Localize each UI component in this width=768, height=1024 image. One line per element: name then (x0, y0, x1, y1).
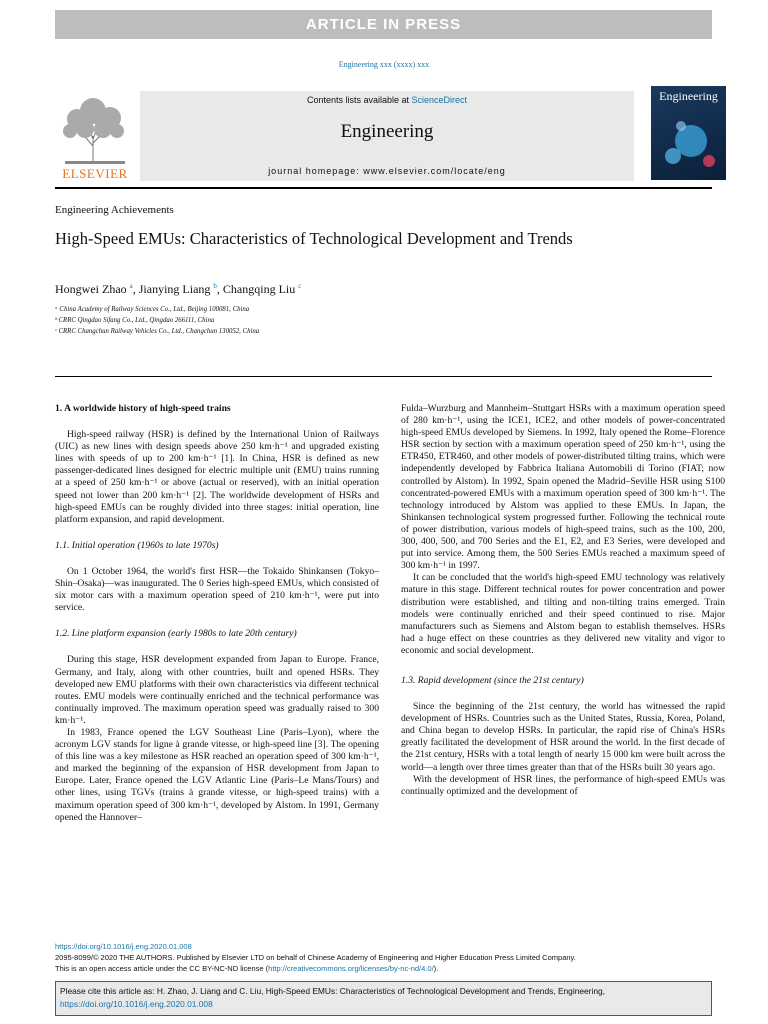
paragraph: Since the beginning of the 21st century, the world has witnessed the rapid development of HSRs. Countries such as the United States, Russia, Korea, Poland, and China began to develop HSRs. In particular, the rapid rise of China's HSRs greatly facilitated the development of HSR around the world. In the first decade of the 21st century, HSRs with a total length of nearly 15 000 km were built across the world—a length over three times greater than that of the HSRs built 30 years ago. (401, 701, 725, 773)
journal-header (140, 91, 634, 181)
journal-reference[interactable]: Engineering xxx (xxxx) xxx (338, 60, 430, 69)
contents-line (140, 95, 634, 105)
citation-box (55, 981, 712, 1016)
right-column (401, 403, 725, 798)
author-name: Hongwei Zhao (55, 282, 127, 296)
license-suffix: ). (433, 964, 439, 973)
license-line (55, 964, 438, 973)
citation-text: Please cite this article as: H. Zhao, J. Liang and C. Liu, High-Speed EMUs: Characteristics of Technological Development and Trends, Engineering, (60, 986, 605, 996)
author-name: Jianying Liang (138, 282, 211, 296)
license-prefix: This is an open access article under the CC BY-NC-ND license ( (55, 964, 269, 973)
paragraph: Fulda–Wurzburg and Mannheim–Stuttgart HSRs with a maximum operation speed of 280 km·h⁻¹, using the ICE1, ICE2, and other models of power-concentrated high-speed EMUs developed by Siemens. In 1992, Italy opened the Rome–Florence HSR section by section with a maximum operation speed of 250 km·h⁻¹, using the ETR450, ETR460, and other models of power-distributed tilting trains, which were independently developed by Fabbrica Italiana Automobili di Torino (FIAT; now controlled by Alstom). In 1992, Spain opened the Madrid–Seville HSR using S100 concentrated-powered EMUs with a maximum operation speed of 300 km·h⁻¹. The technology introduced by Alstom was applied to these EMUs. In Japan, the Shinkansen technological system progressed further. Following the technical route of power distribution, various models of high-speed trains, such as the 100, 200, 300, 400, 500, and 700 Series and the E1, E2, and E3 Series, were developed and put into service. Among them, the 500 Series EMUs reached a maximum speed of 300 km·h⁻¹ in 1997. (401, 403, 725, 572)
author-affiliation-mark[interactable]: a (129, 282, 133, 290)
subsection-heading: 1.1. Initial operation (1960s to late 1970s) (55, 539, 219, 551)
subsection-heading: 1.2. Line platform expansion (early 1980s to late 20th century) (55, 628, 297, 640)
author-name: Changqing Liu (222, 282, 296, 296)
elsevier-wordmark: ELSEVIER (62, 166, 128, 181)
paragraph: On 1 October 1964, the world's first HSR—the Tokaido Shinkansen (Tokyo–Shin–Osaka)—was inaugurated. The 0 Series high-speed EMUs, which consisted of six motor cars with a maximum operation speed of 210 km·h⁻¹, were put into service. (55, 565, 379, 614)
journal-homepage[interactable]: journal homepage: www.elsevier.com/locate/eng (268, 166, 506, 176)
doi-link[interactable]: https://doi.org/10.1016/j.eng.2020.01.008 (55, 942, 192, 951)
sciencedirect-link[interactable]: ScienceDirect (411, 95, 468, 105)
body-rule (55, 376, 712, 377)
paragraph: During this stage, HSR development expanded from Japan to Europe. France, Germany, and Italy, along with other countries, built and opened HSRs. They developed new EMU platforms with their own characteristics via different technical routes. EMU models were continually enriched and the technical performance was continually improved. The maximum operation speed was gradually raised to 300 km·h⁻¹. (55, 654, 379, 726)
copyright-line: 2095-8099/© 2020 THE AUTHORS. Published by Elsevier LTD on behalf of Chinese Academy of Engineering and Higher Education Press Limited Company. (55, 953, 576, 962)
left-column (55, 403, 379, 824)
header-rule (55, 187, 712, 189)
paragraph: It can be concluded that the world's high-speed EMU technology was relatively mature in this stage. Different technical routes for power concentration and power distribution were established, and tilting and non-tilting trains emerged. Train models were continually enriched and their speed continued to rise. Major manufacturers such as Siemens and Alstom began to establish themselves. HSRs had a huge effect on these countries as they delivered new vitality and vigor to economic and social development. (401, 572, 725, 656)
journal-name: Engineering (340, 121, 434, 142)
paragraph: In 1983, France opened the LGV Southeast Line (Paris–Lyon), where the acronym LGV stands for ligne à grande vitesse, or high-speed line [3]. The opening of this line was a key milestone as HSR reached an operation speed of 300 km·h⁻¹, and marked the beginning of the expansion of HSR development from Japan to Europe. Later, France opened the LGV Atlantic Line (Paris–Le Mans/Tours) and other lines, using TGVs (trains à grande vitesse, or high-speed trains) with a maximum operation speed of 300 km·h⁻¹, developed by Alstom. In 1991, Germany opened the Hannover– (55, 726, 379, 823)
author-affiliation-mark[interactable]: b (213, 282, 217, 290)
article-type: Engineering Achievements (55, 204, 174, 216)
paragraph: With the development of HSR lines, the performance of high-speed EMUs was continually optimized and the development of (401, 773, 725, 797)
citation-doi-link[interactable]: https://doi.org/10.1016/j.eng.2020.01.008 (60, 999, 213, 1009)
author-affiliation-mark[interactable]: c (298, 282, 302, 290)
affiliation: ᶜ CRRC Changchun Railway Vehicles Co., Ltd., Changchun 130052, China (55, 328, 260, 335)
affiliation: ᵃ China Academy of Railway Sciences Co., Ltd., Beijing 100081, China (55, 306, 250, 313)
paragraph: High-speed railway (HSR) is defined by the International Union of Railways (UIC) as new lines with design speeds above 250 km·h⁻¹ and upgraded existing lines with speeds of up to 200 km·h⁻¹ [1]. In China, HSR is defined as new passenger-dedicated lines designed for electric multiple unit (EMU) trains running at a speed of 250 km·h⁻¹ or above (actual or reserved), with an initial operation speed not lower than 200 km·h⁻¹ [2]. The worldwide development of HSRs and high-speed EMUs can be roughly divided into three stages: initial operation, line platform expansion, and rapid development. (55, 429, 379, 525)
journal-cover-image (651, 86, 726, 180)
section-heading: 1. A worldwide history of high-speed trains (55, 403, 231, 414)
article-title: High-Speed EMUs: Characteristics of Technological Development and Trends (55, 229, 573, 248)
article-in-press-banner: ARTICLE IN PRESS (55, 10, 712, 39)
cover-title: Engineering (659, 89, 718, 103)
license-link[interactable]: http://creativecommons.org/licenses/by-nc-nd/4.0/ (268, 964, 434, 973)
contents-prefix: Contents lists available at (306, 95, 412, 105)
subsection-heading: 1.3. Rapid development (since the 21st century) (401, 674, 584, 686)
author-list: Hongwei Zhao $^a$, Jianying Liang $^b$, Changqing Liu $^c$ (55, 282, 302, 296)
affiliation: ᵇ CRRC Qingdao Sifang Co., Ltd., Qingdao 266111, China (55, 317, 215, 324)
